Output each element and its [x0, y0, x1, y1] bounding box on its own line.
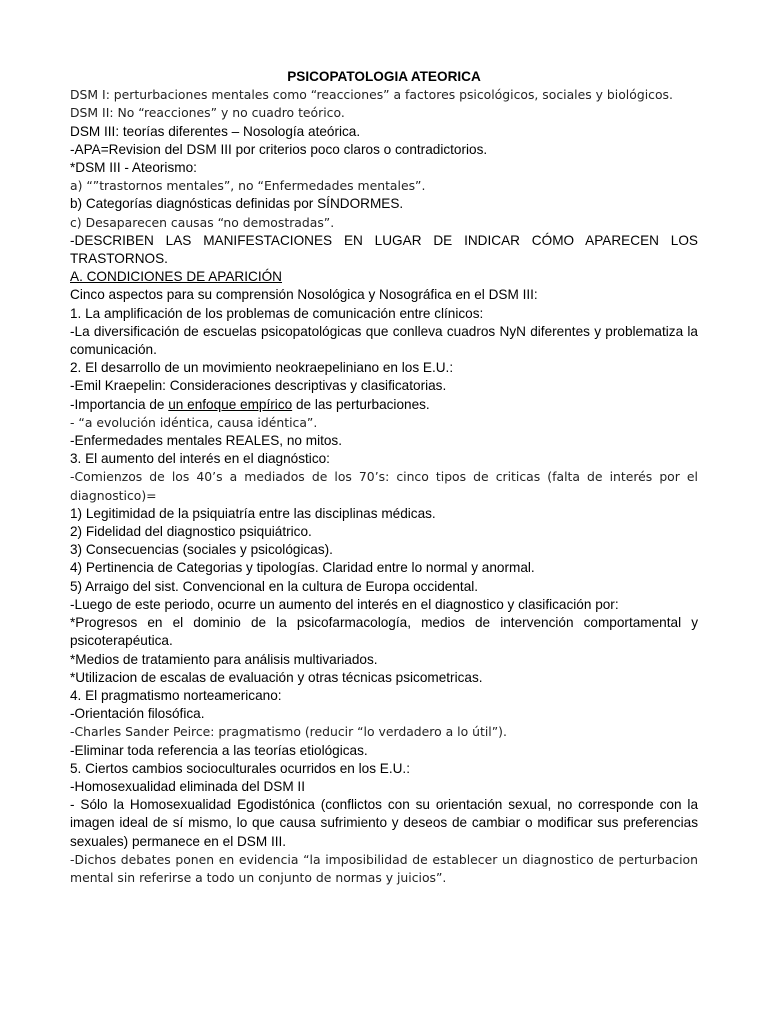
describen-paragraph: -DESCRIBEN LAS MANIFESTACIONES EN LUGAR DE INDICAR CÓMO APARECEN LOS TRASTORNOS.: [70, 232, 698, 267]
critica-1: 1) Legitimidad de la psiquiatría entre las disciplinas médicas.: [70, 505, 436, 521]
orientacion-line: -Orientación filosófica.: [70, 706, 205, 722]
dsm-iii-line: DSM III: teorías diferentes – Nosología ateórica.: [70, 123, 361, 139]
document-title: PSICOPATOLOGIA ATEORICA: [287, 69, 481, 84]
point-1-heading: 1. La amplificación de los problemas de comunicación entre clínicos:: [70, 305, 484, 321]
progresos-paragraph: *Progresos en el dominio de la psicofarmacología, medios de intervención comportamental y psicoterapéutica.: [70, 615, 698, 649]
peirce-line: -Charles Sander Peirce: pragmatismo (reducir “lo verdadero a lo útil”).: [70, 724, 507, 740]
luego-line: -Luego de este periodo, ocurre un aumento del interés en el diagnostico y clasificación por:: [70, 596, 619, 612]
enfoque-prefix: -Importancia de: [70, 396, 169, 412]
ateorismo-heading: *DSM III - Ateorismo:: [70, 160, 197, 176]
critica-4: 4) Pertinencia de Categorias y tipologías. Claridad entre lo normal y anormal.: [70, 560, 535, 576]
document-page: [70, 68, 698, 887]
critica-5: 5) Arraigo del sist. Convencional en la cultura de Europa occidental.: [70, 578, 479, 594]
item-b: b) Categorías diagnósticas definidas por SÍNDORMES.: [70, 196, 404, 212]
enfoque-empirico-line: [70, 396, 698, 414]
critica-3: 3) Consecuencias (sociales y psicológicas).: [70, 542, 333, 558]
eliminar-line: -Eliminar toda referencia a las teorías etiológicas.: [70, 742, 368, 758]
section-a-heading: A. CONDICIONES DE APARICIÓN: [70, 269, 282, 285]
evolucion-line: - “a evolución idéntica, causa idéntica”.: [70, 414, 318, 430]
egodistonica-paragraph: - Sólo la Homosexualidad Egodistónica (conflictos con su orientación sexual, no corresponde con la imagen ideal de sí mismo, lo que causa sufrimiento y deseos de cambiar o modificar sus preferencias sexuales) permanece en el DSM III.: [70, 797, 698, 849]
enfoque-suffix: de las perturbaciones.: [292, 396, 430, 412]
comienzos-paragraph: -Comienzos de los 40’s a mediados de los 70’s: cinco tipos de criticas (falta de interés por el diagnostico)=: [70, 469, 698, 503]
escalas-line: *Utilizacion de escalas de evaluación y otras técnicas psicometricas.: [70, 669, 483, 685]
critica-2: 2) Fidelidad del diagnostico psiquiátrico.: [70, 524, 312, 540]
cinco-aspectos-line: Cinco aspectos para su comprensión Nosológica y Nosográfica en el DSM III:: [70, 287, 538, 303]
point-5-heading: 5. Ciertos cambios socioculturales ocurridos en los E.U.:: [70, 760, 410, 776]
item-c: c) Desaparecen causas “no demostradas”.: [70, 214, 335, 230]
item-a: a) “”trastornos mentales”, no “Enfermedades mentales”.: [70, 178, 426, 194]
dsm-ii-line: DSM II: No “reacciones” y no cuadro teórico.: [70, 105, 345, 121]
point-3-heading: 3. El aumento del interés en el diagnóstico:: [70, 451, 330, 467]
kraepelin-line: -Emil Kraepelin: Consideraciones descriptivas y clasificatorias.: [70, 378, 447, 394]
reales-line: -Enfermedades mentales REALES, no mitos.: [70, 433, 343, 449]
homosexualidad-line: -Homosexualidad eliminada del DSM II: [70, 778, 305, 794]
medios-line: *Medios de tratamiento para análisis multivariados.: [70, 651, 378, 667]
enfoque-underlined: un enfoque empírico: [168, 396, 293, 412]
apa-revision-line: -APA=Revision del DSM III por criterios poco claros o contradictorios.: [70, 141, 488, 157]
point-4-heading: 4. El pragmatismo norteamericano:: [70, 687, 282, 703]
point-2-heading: 2. El desarrollo de un movimiento neokraepeliniano en los E.U.:: [70, 360, 454, 376]
debates-paragraph: -Dichos debates ponen en evidencia “la imposibilidad de establecer un diagnostico de perturbacion mental sin referirse a todo un conjunto de normas y juicios”.: [70, 851, 698, 885]
dsm-i-line: DSM I: perturbaciones mentales como “reacciones” a factores psicológicos, sociales y biológicos.: [70, 87, 673, 103]
diversificacion-paragraph: -La diversificación de escuelas psicopatológicas que conlleva cuadros NyN diferentes y problematiza la comunicación.: [70, 323, 698, 358]
